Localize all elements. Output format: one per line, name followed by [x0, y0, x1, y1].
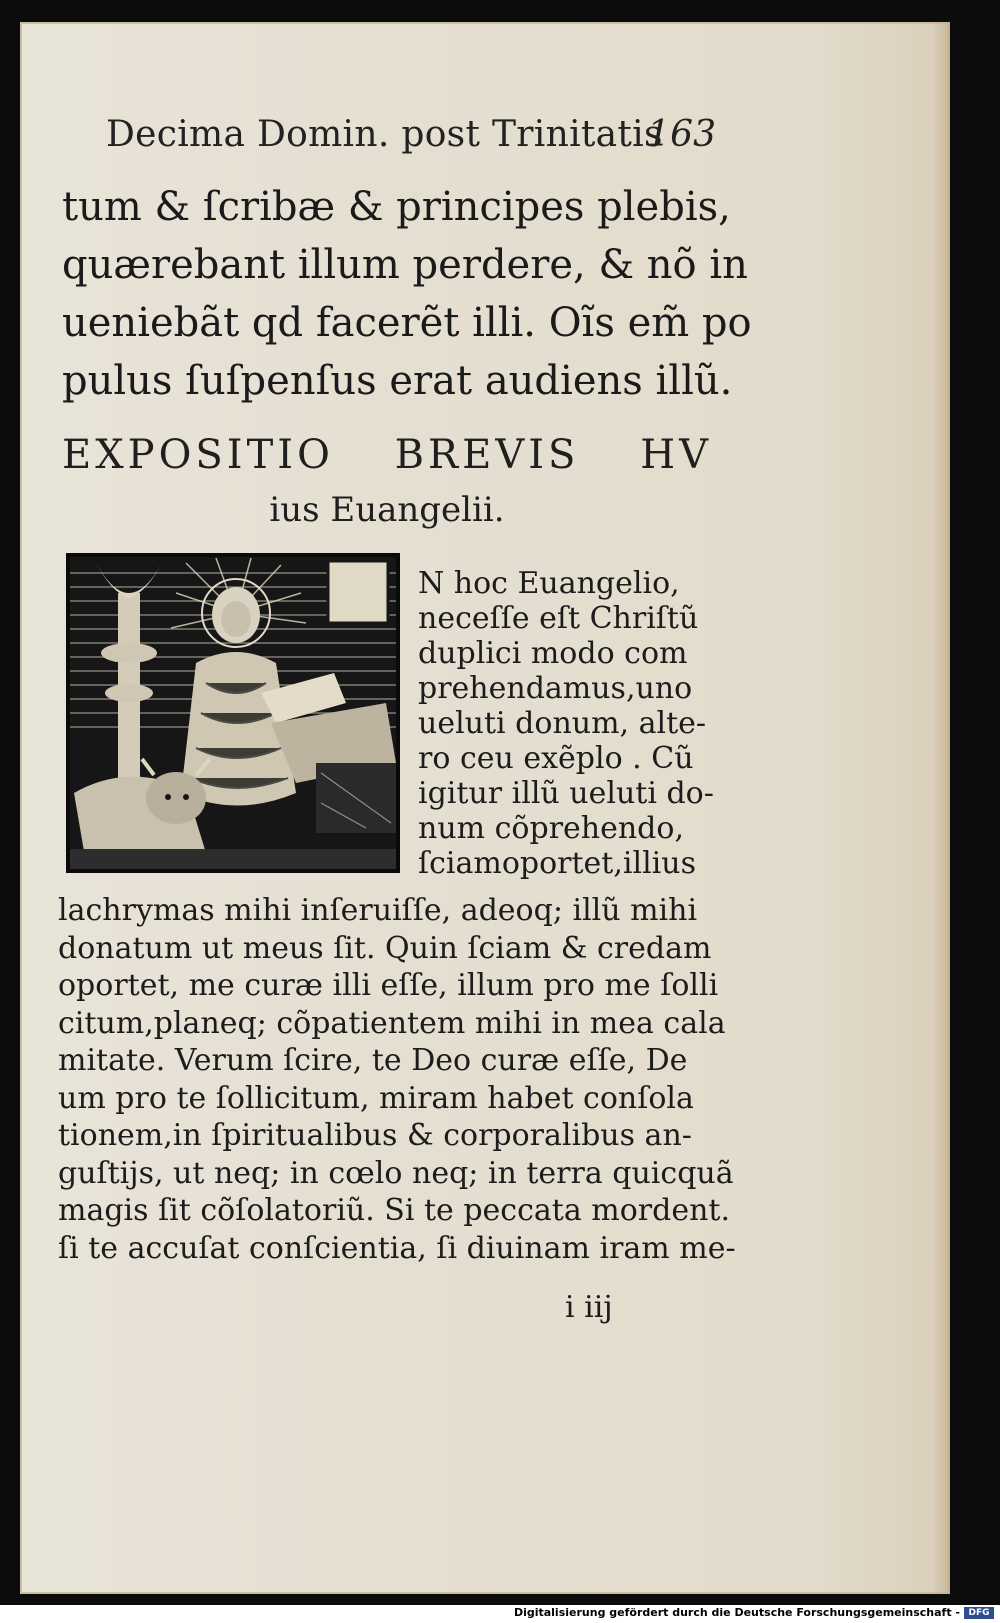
text-line: guſtijs, ut neq; in cœlo neq; in terra quicquã — [58, 1155, 734, 1191]
dfg-logo-icon: DFG — [964, 1607, 994, 1619]
text-line: prehendamus,uno — [418, 671, 693, 706]
heading-word: EXPOSITIO — [62, 432, 334, 478]
text-line: donatum ut meus ſit. Quin ſciam & credam — [58, 930, 712, 966]
text-line: N hoc Euangelio, — [418, 566, 680, 601]
text-line: citum,planeq; cõpatientem mihi in mea cala — [58, 1005, 726, 1041]
text-line: neceſſe eſt Chriſtũ — [418, 601, 699, 636]
gospel-line: quærebant illum perdere, & nõ in — [62, 242, 748, 288]
text-line: oportet, me curæ illi eſſe, illum pro me ſolli — [58, 968, 719, 1003]
text-line: magis ſit cõſolatoriũ. Si te peccata mordent. — [58, 1193, 730, 1228]
body-text — [58, 892, 736, 1267]
heading-line-1 — [62, 432, 712, 478]
page-edge-shading — [932, 22, 950, 1594]
gospel-line: ueniebãt qd facerẽt illi. Oĩs em̃ po — [62, 300, 752, 346]
footer-credit: Digitalisierung gefördert durch die Deutsche Forschungsgemeinschaft - — [513, 1606, 960, 1619]
initial-text-column — [418, 566, 718, 881]
gospel-line: tum & ſcribæ & principes plebis, — [62, 184, 731, 230]
text-line: mitate. Verum ſcire, te Deo curæ eſſe, De — [58, 1043, 688, 1078]
heading-word: HV — [640, 432, 712, 478]
folio-number: 163 — [647, 114, 716, 155]
text-line: ueluti donum, alte- — [418, 706, 707, 741]
signature-mark: i iij — [565, 1290, 613, 1325]
text-line: tionem,in ſpiritualibus & corporalibus an- — [58, 1118, 692, 1153]
gospel-text — [62, 178, 752, 410]
evangelist-luke-with-ox-woodcut-icon — [66, 553, 400, 873]
gospel-line: pulus ſuſpenſus erat audiens illũ. — [62, 358, 733, 404]
heading-line-2: ius Euangelii. — [269, 490, 505, 530]
text-line: duplici modo com — [418, 636, 688, 671]
page-header — [84, 108, 716, 160]
text-line: ro ceu exẽplo . Cũ — [418, 741, 694, 776]
text-line: num cõprehendo, — [418, 811, 684, 846]
text-line: ſi te accuſat conſcientia, ſi diuinam iram me- — [58, 1230, 736, 1266]
text-line: ſciamoportet,illius — [418, 846, 696, 881]
section-heading — [62, 432, 712, 530]
text-line: lachrymas mihi inſeruiſſe, adeoq; illũ mihi — [58, 893, 698, 928]
heading-word: BREVIS — [394, 432, 580, 478]
running-title: Decima Domin. post Trinitatis — [106, 114, 663, 155]
text-line: igitur illũ ueluti do- — [418, 776, 714, 811]
text-line: um pro te ſollicitum, miram habet conſola — [58, 1080, 694, 1116]
